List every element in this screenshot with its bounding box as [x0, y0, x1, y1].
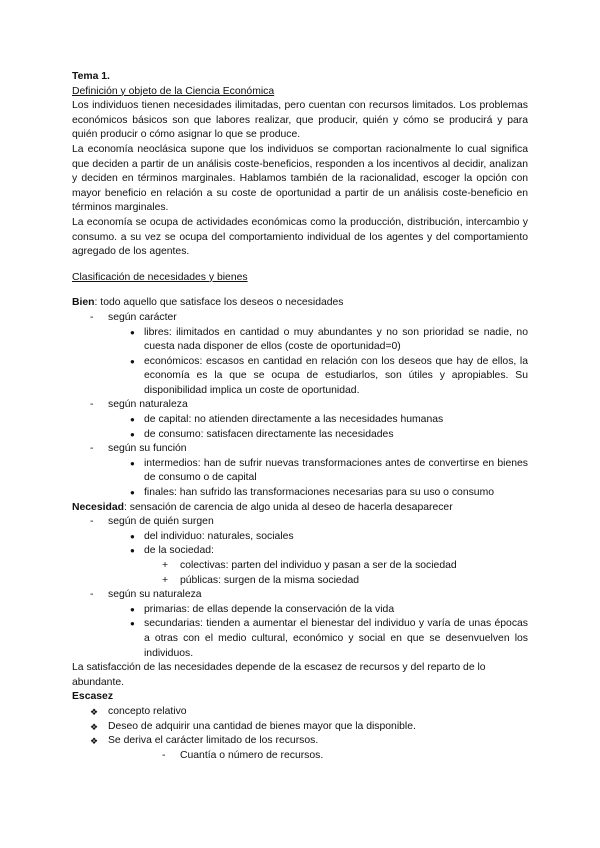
list-item-level2: [72, 428, 528, 443]
list-item-level2: [72, 413, 528, 428]
list-item-text: Cuantía o número de recursos.: [180, 749, 324, 761]
bullet-icon: ●: [130, 604, 135, 614]
list-item-level3: [72, 574, 528, 589]
necesidad-definition: [72, 501, 528, 516]
list-item-text: Deseo de adquirir una cantidad de bienes mayor que la disponible.: [108, 720, 416, 732]
bullet-icon: ●: [130, 356, 135, 366]
list-item-level3: [72, 559, 528, 574]
diamond-bullet-icon: ❖: [90, 721, 99, 732]
list-item-level2: [72, 617, 528, 661]
list-item-text: primarias: de ellas depende la conservación de la vida: [144, 603, 395, 615]
list-item-text: secundarias: tienden a aumentar el bienestar del individuo y varía de unas épocas a otras con el medio cultural, económico y social en que se desenvuelven los individuos.: [144, 618, 528, 659]
list-item-text: económicos: escasos en cantidad en relación con los deseos que hay de ellos, la economía es la que se ocupa de estudiarlos, son útiles y apropiables. Su disponibilidad implica un coste de oportunidad.: [144, 355, 528, 396]
list-item-text: finales: han sufrido las transformaciones necesarias para su uso o consumo: [144, 487, 495, 499]
bullet-icon: ●: [130, 429, 135, 439]
bullet-icon: ●: [130, 327, 135, 337]
list-item-level2: [72, 603, 528, 618]
list-item-level1: - según naturaleza: [72, 398, 528, 413]
plus-icon: +: [162, 560, 169, 571]
dash-marker: -: [162, 749, 166, 761]
list-item-level1: - según su función: [72, 442, 528, 457]
list-item-level1: - según de quién surgen: [72, 515, 528, 530]
necesidad-definition-text: : sensación de carencia de algo unida al deseo de hacerla desaparecer: [123, 501, 453, 513]
bullet-icon: ●: [130, 531, 135, 541]
diamond-bullet-icon: ❖: [90, 736, 99, 747]
list-item-text: de capital: no atienden directamente a las necesidades humanas: [144, 414, 444, 426]
bien-definition-text: : todo aquello que satisface los deseos o necesidades: [94, 297, 344, 309]
list-item-text: del individuo: naturales, sociales: [144, 530, 294, 542]
paragraph: Los individuos tienen necesidades ilimitadas, pero cuentan con recursos limitados. Los problemas económicos básicos son que labores realizar, que producir, quién y cómo se producirá y para quién producir o cómo asignar lo que se produce.: [72, 100, 528, 141]
bullet-icon: ●: [130, 619, 135, 629]
doc-title: Tema 1.: [72, 71, 110, 82]
plus-icon: +: [162, 574, 169, 586]
document-page: [72, 70, 528, 763]
list-item-text: intermedios: han de sufrir nuevas transformaciones antes de convertirse en bienes de consumo o de capital: [144, 457, 528, 484]
section-heading-definicion: Definición y objeto de la Ciencia Económica: [72, 85, 275, 97]
list-item-text: concepto relativo: [108, 705, 187, 717]
list-item-text: públicas: surgen de la misma sociedad: [180, 574, 360, 586]
section-heading-clasificacion: Clasificación de necesidades y bienes: [72, 271, 248, 283]
list-item-level1: [72, 705, 528, 720]
list-item-text: de consumo: satisfacen directamente las necesidades: [144, 428, 394, 440]
list-item-level2: [72, 355, 528, 399]
bullet-icon: ●: [130, 458, 135, 468]
list-item-text: de la sociedad:: [144, 545, 214, 557]
bullet-icon: ●: [130, 488, 135, 498]
list-item-level2: [72, 530, 528, 545]
list-item-level2: [72, 544, 528, 559]
paragraph: La satisfacción de las necesidades depende de la escasez de recursos y del reparto de lo abundante.: [72, 662, 486, 688]
list-item-level1: - según su naturaleza: [72, 588, 528, 603]
list-item-level2: [72, 749, 528, 764]
list-item-level1: [72, 734, 528, 749]
list-item-level2: [72, 326, 528, 355]
list-item-level1: - según carácter: [72, 311, 528, 326]
bien-term: Bien: [72, 297, 95, 309]
list-item-level2: [72, 486, 528, 501]
list-item-text: colectivas: parten del individuo y pasan a ser de la sociedad: [180, 560, 457, 571]
diamond-bullet-icon: ❖: [90, 706, 99, 717]
escasez-heading: Escasez: [72, 691, 114, 703]
bullet-icon: ●: [130, 546, 135, 556]
paragraph: La economía neoclásica supone que los individuos se comportan racionalmente lo cual significa que deciden a partir de un análisis coste-beneficios, responden a los incentivos al decidir, analizan y deciden en términos marginales. Hablamos también de la racionalidad, escoger la opción con mayor beneficio en relación a su coste de oportunidad a partir de un análisis coste-beneficio en términos marginales.: [72, 143, 528, 214]
necesidad-term: Necesidad: [72, 501, 124, 513]
list-item-text: libres: ilimitados en cantidad o muy abundantes y no son prioridad se nadie, no cuesta nada disponer de ellos (coste de oportunidad=0): [144, 326, 528, 353]
bullet-icon: ●: [130, 415, 135, 425]
list-item-text: Se deriva el carácter limitado de los recursos.: [108, 735, 319, 747]
paragraph: La economía se ocupa de actividades económicas como la producción, distribución, intercambio y consumo. a su vez se ocupa del comportamiento individual de los agentes y del comportamiento agregado de los agentes.: [72, 216, 528, 258]
list-item-level1: [72, 720, 528, 735]
bien-definition: [72, 296, 528, 311]
list-item-level2: [72, 457, 528, 486]
